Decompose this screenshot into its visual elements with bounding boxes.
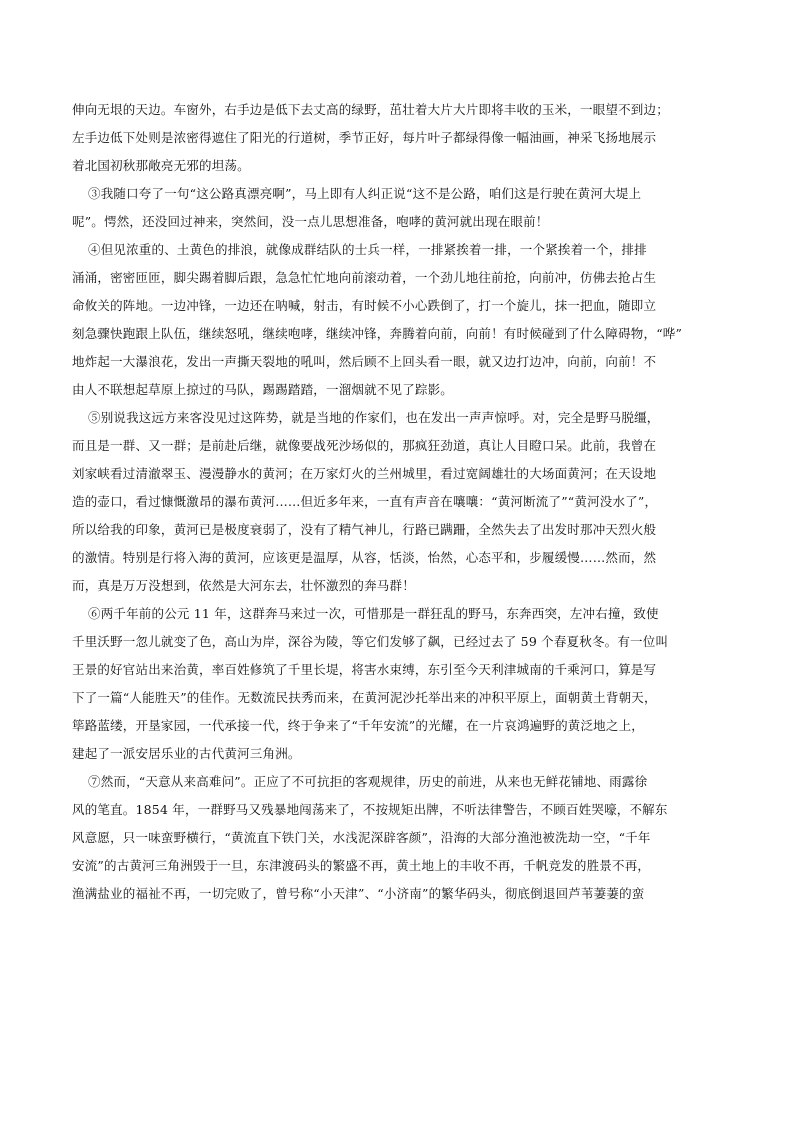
paragraph-2-continuation	[72, 96, 724, 180]
text-line: 着北国初秋那敞亮无邪的坦荡。	[72, 158, 250, 173]
paragraph-3	[72, 180, 724, 236]
paragraph-5	[72, 404, 724, 600]
text-line: 而，真是万万没想到，依然是大河东去，壮怀激烈的奔马群！	[72, 578, 415, 593]
text-line: 地炸起一大瀑浪花，发出一声撕天裂地的吼叫，然后顾不上回头看一眼，就又边打边冲，向前，向前！不	[72, 354, 657, 369]
text-line: 由人不联想起草原上掠过的马队，踢踢踏踏，一溜烟就不见了踪影。	[72, 382, 454, 397]
text-line: 千里沃野一忽儿就变了色，高山为岸，深谷为陵，等它们发够了飙，已经过去了 59 个春夏秋冬。有一位叫	[72, 634, 669, 649]
text-line: 而且是一群、又一群；是前赴后继，就像要战死沙场似的，那疯狂劲道，真让人目瞪口呆。此前，我曾在	[72, 438, 657, 453]
text-line: ⑥两千年前的公元 11 年，这群奔马来过一次，可惜那是一群狂乱的野马，东奔西突，左冲右撞，致使	[88, 606, 659, 621]
text-line: ⑤别说我这远方来客没见过这阵势，就是当地的作家们，也在发出一声声惊呼。对，完全是野马脱缰，	[88, 410, 660, 425]
text-line: 的激情。特别是行将入海的黄河，应该更是温厚，从容，恬淡，怡然，心态平和，步履缓慢……然而，然	[72, 550, 657, 565]
text-line: 涌涌，密密匝匝，脚尖踢着脚后跟，急急忙忙地向前滚动着，一个劲儿地往前抢，向前冲，仿佛去抢占生	[72, 270, 657, 285]
text-line: 呢”。愕然，还没回过神来，突然间，没一点儿思想准备，咆哮的黄河就出现在眼前！	[72, 214, 549, 229]
text-line: 王景的好官站出来治黄，率百姓修筑了千里长堤，将害水束缚，东引至今天利津城南的千乘河口，算是写	[72, 662, 657, 677]
paragraph-7	[72, 768, 724, 908]
text-line: 下了一篇“人能胜天”的佳作。无数流民扶秀而来，在黄河泥沙托举出来的冲积平原上，面朝黄土背朝天，	[72, 690, 657, 705]
text-line: 造的壶口，看过慷慨激昂的瀑布黄河……但近多年来，一直有声音在嚷嚷：“黄河断流了”“黄河没水了”，	[72, 494, 658, 509]
text-line: 风的笔直。1854 年，一群野马又残暴地闯荡来了，不按规矩出牌，不听法律警告，不顾百姓哭嚎，不解东	[72, 802, 668, 817]
text-line: 刘家峡看过清澈翠玉、漫漫静水的黄河；在万家灯火的兰州城里，看过宽阔雄壮的大场面黄河；在天设地	[72, 466, 657, 481]
text-line: 所以给我的印象，黄河已是极度衰弱了，没有了精气神儿，行路已蹒跚，全然失去了出发时那冲天烈火般	[72, 522, 657, 537]
text-line: 刻急骤快跑跟上队伍，继续怒吼，继续咆哮，继续冲锋，奔腾着向前，向前！有时候碰到了什么障碍物，“哗”	[72, 326, 683, 341]
article-body	[72, 96, 724, 908]
paragraph-4	[72, 236, 724, 404]
text-line: ③我随口夸了一句“这公路真漂亮啊”，马上即有人纠正说“这不是公路，咱们这是行驶在黄河大堤上	[88, 186, 642, 201]
text-line: 左手边低下处则是浓密得遮住了阳光的行道树，季节正好，每片叶子都绿得像一幅油画，神采飞扬地展示	[72, 130, 657, 145]
text-line: ⑦然而，“天意从来高难问”。正应了不可抗拒的客观规律，历史的前进，从来也无鲜花铺地、雨露徐	[88, 774, 648, 789]
paragraph-6	[72, 600, 724, 768]
text-line: ④但见浓重的、土黄色的排浪，就像成群结队的士兵一样，一排紧挨着一排，一个紧挨着一个，排排	[88, 242, 647, 257]
text-line: 建起了一派安居乐业的古代黄河三角洲。	[72, 746, 301, 761]
text-line: 安流”的古黄河三角洲毁于一旦，东津渡码头的繁盛不再，黄土地上的丰收不再，千帆竞发的胜景不再，	[72, 858, 651, 873]
text-line: 命攸关的阵地。一边冲锋，一边还在呐喊，射击，有时候不小心跌倒了，打一个旋儿，抹一把血，随即立	[72, 298, 657, 313]
text-line: 伸向无垠的天边。车窗外，右手边是低下去丈高的绿野，茁壮着大片大片即将丰收的玉米，一眼望不到边；	[72, 102, 669, 117]
text-line: 风意愿，只一味蛮野横行，“黄流直下铁门关，水浅泥深辟客颜”，沿海的大部分渔池被洗劫一空，“千年	[72, 830, 651, 845]
text-line: 渔满盐业的福祉不再，一切完败了，曾号称“小天津”、“小济南”的繁华码头，彻底倒退回芦苇萋萋的蛮	[72, 886, 645, 901]
text-line: 筚路蓝缕，开垦家园，一代承接一代，终于争来了“千年安流”的光耀，在一片哀鸿遍野的黄泛地之上，	[72, 718, 644, 733]
